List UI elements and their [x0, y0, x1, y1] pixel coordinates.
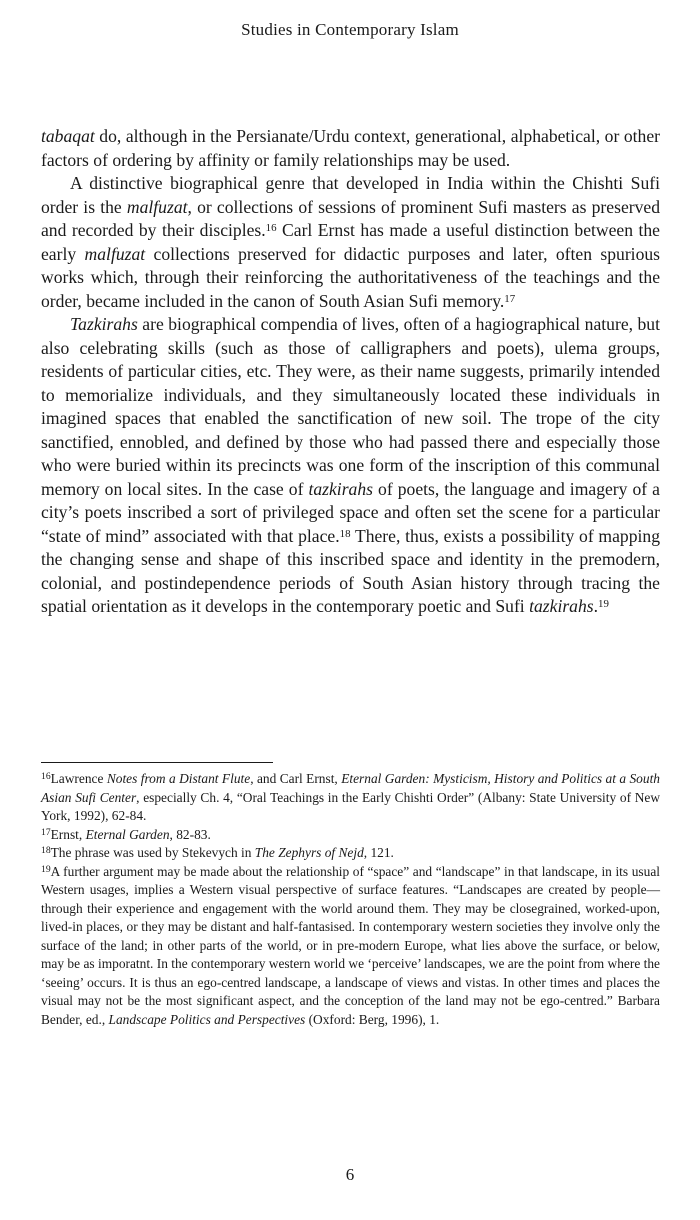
- main-text: [41, 125, 660, 619]
- footnotes: [41, 770, 660, 1029]
- citation-title: Landscape Politics and Perspectives: [108, 1011, 306, 1027]
- footnote-ref[interactable]: 19: [598, 598, 609, 611]
- footnote-ref[interactable]: 18: [339, 527, 351, 540]
- citation-title: The Zephyrs of Nejd: [254, 845, 364, 860]
- footnote-number: 17: [41, 826, 51, 838]
- footnote-number: 18: [41, 845, 51, 857]
- italic-term: malfuzat: [126, 196, 188, 217]
- italic-term: tabaqat: [41, 126, 95, 146]
- footnote-17: $^{17}$Ernst, Eternal Garden, 82-83.: [41, 826, 211, 842]
- italic-term: malfuzat: [84, 243, 146, 264]
- italic-term: Tazkirahs: [70, 314, 138, 334]
- citation-title: Notes from a Distant Flute: [106, 771, 251, 786]
- footnote-number: 19: [41, 863, 51, 875]
- footnote-19: $^{19}$A further argument may be made about the relationship of “space” and “landscape” in that landscape, in its usual Western usages, implies a Western visual perspective of surface features. “Landscapes are created by people—through their experience and engagement with the world around them. They may be closegrained, worked-upon, lived-in places, or they may be distant and half-fantasised. In contemporary western societies they involve only the surface of the land; in other parts of the world, or in pre-modern Europe, what lies above the surface, or below, may be as imporatnt. In the contemporary western world we ‘perceive’ landscapes, we are the point from where the ‘seeing’ occurs. It is thus an ego-centred landscape, a landscape of views and vistas. In other times and places the visual may not be the most significant aspect, and the conception of the land may not be ego-centred.” Barbara Bender, ed., Landscape Politics and Perspectives (Oxford: Berg, 1996), 1.: [41, 863, 660, 1027]
- page-number: 6: [345, 1165, 355, 1184]
- footnote-separator: [41, 762, 273, 763]
- citation-title: Eternal Garden: Mysticism, History and Politics at a South Asian Sufi Center: [41, 771, 660, 805]
- footnote-ref[interactable]: 16: [265, 222, 277, 235]
- footnote-number: 16: [41, 771, 51, 783]
- running-head: Studies in Contemporary Islam: [241, 20, 459, 39]
- italic-term: tazkirahs: [529, 596, 594, 616]
- citation-title: Eternal Garden: [85, 826, 170, 842]
- italic-term: tazkirahs: [308, 478, 373, 499]
- paragraph-1: tabaqat do, although in the Persianate/Urdu context, generational, alphabetical, or other factors of ordering by affinity or family relationships may be used.: [41, 126, 660, 170]
- paragraph-2: A distinctive biographical genre that developed in India within the Chishti Sufi order is the malfuzat, or collections of sessions of prominent Sufi masters as preserved and recorded by their disciples.$^{16}$ Carl Ernst has made a useful distinction between the early malfuzat collections preserved for didactic purposes and later, often spurious works which, through their reinforcing the authoritativeness of the teachings and the order, became included in the canon of South Asian Sufi memory.$^{17}$: [41, 173, 661, 311]
- paragraph-3: Tazkirahs are biographical compendia of lives, often of a hagiographical nature, but also celebrating skills (such as those of calligraphers and poets), ulema groups, residents of particular cities, etc. They were, as their name suggests, primarily intended to memorialize individuals, and they simultaneously located these individuals in imagined spaces that enabled the sanctification of new soil. The trope of the city sanctified, ennobled, and defined by those who had passed there and especially those who were buried within its precincts was one form of the inscription of this communal memory on local sites. In the case of tazkirahs of poets, the language and imagery of a city’s poets inscribed a sort of privileged space and often set the scene for a particular “state of mind” associated with that place.$^{18}$ There, thus, exists a possibility of mapping the changing sense and shape of this inscribed space and identity in the premodern, colonial, and postindependence periods of South Asian history through tracing the spatial orientation as it develops in the contemporary poetic and Sufi tazkirahs.$^{19}$: [41, 314, 660, 616]
- footnote-16: $^{16}$Lawrence Notes from a Distant Flute, and Carl Ernst, Eternal Garden: Mysticism, History and Politics at a South Asian Sufi Center, especially Ch. 4, “Oral Teachings in the Early Chishti Order” (Albany: State University of New York, 1992), 62-84.: [41, 771, 660, 823]
- footnote-ref[interactable]: 17: [504, 292, 516, 305]
- footnote-18: $^{18}$The phrase was used by Stekevych in The Zephyrs of Nejd, 121.: [41, 845, 394, 860]
